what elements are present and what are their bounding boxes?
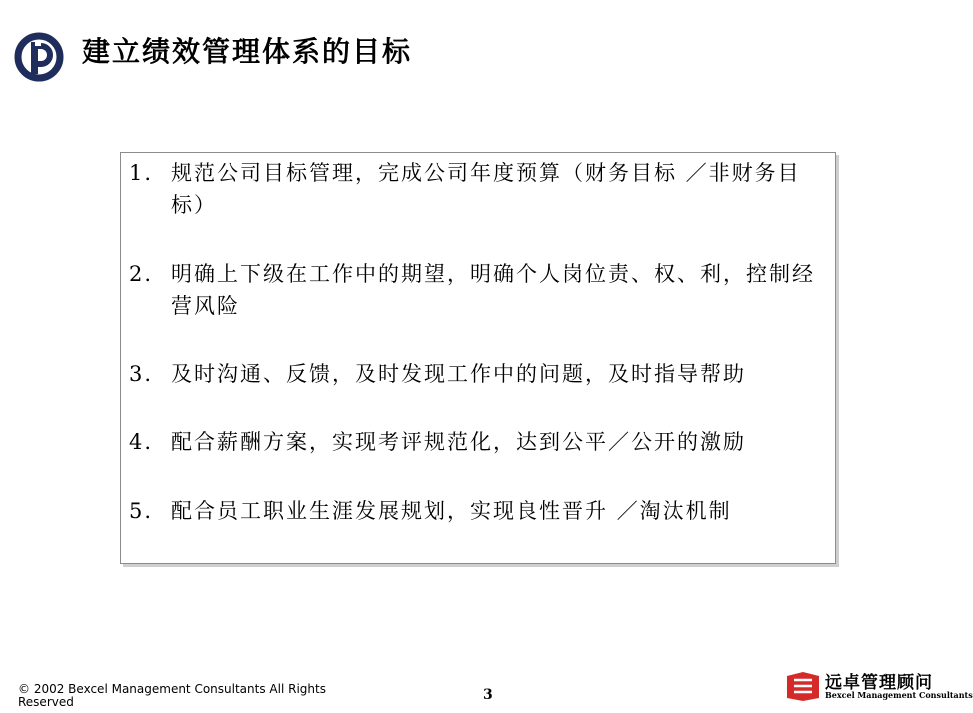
goal-number: 2. [129, 262, 154, 286]
goal-item-3 [129, 358, 829, 390]
brand-subtitle: Bexcel Management Consultants [825, 690, 973, 700]
page-title: 建立绩效管理体系的目标 [82, 35, 413, 68]
goals-box [120, 152, 836, 564]
goal-text: 及时沟通、反馈，及时发现工作中的问题，及时指导帮助 [171, 362, 746, 386]
goal-item-4 [129, 426, 829, 458]
goal-number: 3. [129, 362, 154, 386]
copyright-text: © 2002 Bexcel Management Consultants All Rights Reserved [18, 682, 326, 709]
goal-number: 5. [129, 499, 154, 523]
goal-text: 规范公司目标管理，完成公司年度预算（财务目标 ／非财务目标） [171, 161, 801, 217]
goal-item-5 [129, 495, 829, 527]
company-logo-icon [14, 32, 64, 82]
goal-item-2 [129, 258, 829, 322]
page-number: 3 [483, 687, 493, 703]
goal-item-1 [129, 157, 829, 221]
goal-number: 1. [129, 161, 154, 185]
brand-logo [785, 668, 973, 706]
brand-mark-icon [785, 670, 821, 702]
goal-number: 4. [129, 430, 154, 454]
goal-text: 配合薪酬方案，实现考评规范化，达到公平／公开的激励 [171, 430, 746, 454]
goal-text: 明确上下级在工作中的期望，明确个人岗位责、权、利，控制经营风险 [171, 262, 815, 318]
goal-text: 配合员工职业生涯发展规划，实现良性晋升 ／淘汰机制 [171, 499, 732, 523]
brand-name: 远卓管理顾问 [825, 673, 933, 693]
